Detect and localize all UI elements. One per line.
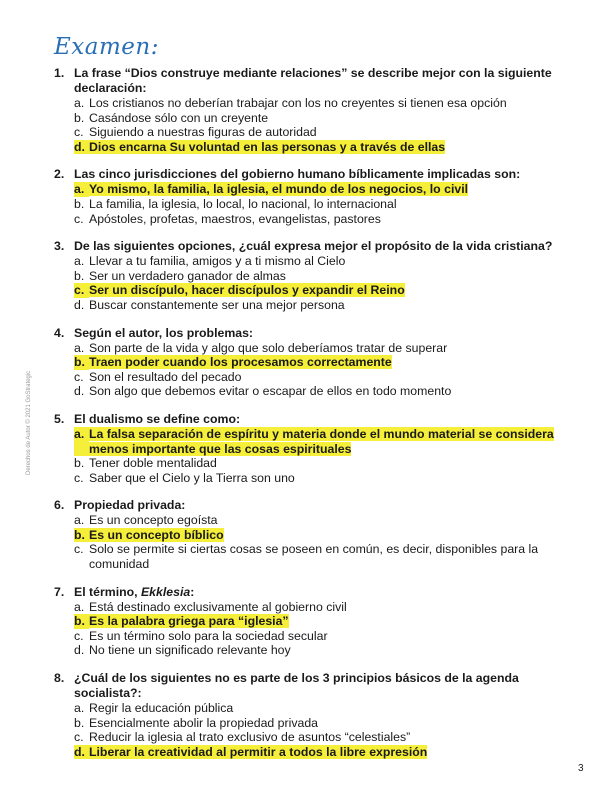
answer-option	[74, 730, 582, 745]
option-letter: b.	[74, 110, 85, 125]
option-text: Buscar constantemente ser una mejor persona	[89, 297, 345, 312]
question-text: El dualismo se define como:	[74, 411, 241, 426]
answer-option	[74, 542, 582, 571]
option-text-wrapper	[89, 140, 582, 155]
page-title: Examen:	[54, 34, 159, 60]
question-number: 4.	[54, 325, 65, 340]
option-text-wrapper	[89, 384, 582, 399]
option-letter: d.	[74, 643, 85, 658]
option-text-wrapper	[89, 355, 582, 370]
question-8	[54, 671, 582, 759]
answer-option-correct	[74, 427, 582, 456]
question-text: Las cinco jurisdicciones del gobierno humano bíblicamente implicadas son:	[74, 167, 521, 182]
answer-option-correct	[74, 614, 582, 629]
option-text: Ser un verdadero ganador de almas	[89, 268, 286, 283]
question-4	[54, 326, 582, 399]
option-text-wrapper	[89, 730, 582, 745]
option-text: Casándose sólo con un creyente	[89, 110, 269, 125]
option-letter: d.	[74, 745, 89, 760]
answer-options	[74, 96, 582, 154]
answer-option	[74, 96, 582, 111]
answer-option	[74, 513, 582, 528]
question-row	[54, 412, 582, 427]
option-letter: d.	[74, 140, 89, 155]
question-text: Según el autor, los problemas:	[74, 325, 254, 340]
option-text-wrapper	[89, 643, 582, 658]
option-text-wrapper	[89, 197, 582, 212]
option-letter: b.	[74, 715, 85, 730]
option-text: Llevar a tu familia, amigos y a ti mismo al Cielo	[89, 254, 346, 269]
answer-option	[74, 600, 582, 615]
highlighted-answer-text: Es la palabra griega para “iglesia”	[89, 614, 289, 629]
answer-option	[74, 629, 582, 644]
answer-option-correct	[74, 283, 582, 298]
answer-options	[74, 254, 582, 312]
answer-option	[74, 212, 582, 227]
option-letter: c.	[74, 369, 84, 384]
question-row	[54, 326, 582, 341]
option-text-wrapper	[89, 283, 582, 298]
answer-option-correct	[74, 140, 582, 155]
answer-options	[74, 182, 582, 226]
answer-option	[74, 471, 582, 486]
question-list	[54, 66, 582, 772]
option-letter: c.	[74, 283, 89, 298]
question-text: De las siguientes opciones, ¿cuál expresa mejor el propósito de la vida cristiana?	[74, 239, 553, 254]
option-letter: a.	[74, 599, 85, 614]
option-text: Los cristianos no deberían trabajar con los no creyentes si tienen esa opción	[89, 96, 507, 110]
option-text-wrapper	[89, 298, 582, 313]
option-letter: b.	[74, 614, 89, 629]
answer-option	[74, 111, 582, 126]
question-number: 5.	[54, 411, 65, 426]
question-row	[54, 239, 582, 254]
question-row	[54, 167, 582, 182]
option-letter: d.	[74, 384, 85, 399]
option-letter: b.	[74, 355, 89, 370]
option-letter: c.	[74, 542, 84, 557]
option-text-wrapper	[89, 212, 582, 227]
option-text: Son algo que debemos evitar o escapar de ellos en todo momento	[89, 384, 452, 399]
option-letter: b.	[74, 528, 89, 543]
option-text: Son parte de la vida y algo que solo deberíamos tratar de superar	[89, 340, 448, 355]
question-3	[54, 239, 582, 312]
question-number: 6.	[54, 498, 65, 513]
answer-option-correct	[74, 182, 582, 197]
answer-option	[74, 456, 582, 471]
option-letter: a.	[74, 340, 85, 355]
question-number: 8.	[54, 671, 65, 686]
question-number: 3.	[54, 239, 65, 254]
question-text: ¿Cuál de los siguientes no es parte de los 3 principios básicos de la agenda socialista?:	[74, 671, 519, 701]
question-number: 1.	[54, 66, 65, 80]
option-text: Regir la educación pública	[89, 701, 234, 716]
option-letter: c.	[74, 628, 84, 643]
option-text-wrapper	[89, 614, 582, 629]
option-letter: a.	[74, 182, 89, 197]
option-text-wrapper	[89, 96, 582, 111]
option-text: Apóstoles, profetas, maestros, evangelistas, pastores	[89, 211, 381, 226]
question-2	[54, 167, 582, 226]
option-letter: a.	[74, 513, 85, 528]
question-1	[54, 66, 582, 154]
option-letter: a.	[74, 96, 85, 110]
question-row	[54, 671, 582, 701]
question-row	[54, 585, 582, 600]
question-text	[74, 585, 582, 600]
option-text-wrapper	[89, 716, 582, 731]
question-text-part: El término,	[74, 584, 141, 599]
copyright-note: Derechos de Autor © 2021 GoStrategic	[26, 370, 32, 475]
question-text-part: :	[190, 584, 195, 599]
option-text-wrapper	[89, 513, 582, 528]
answer-option	[74, 643, 582, 658]
question-5	[54, 412, 582, 485]
option-text-wrapper	[89, 427, 582, 456]
question-text-part: Ekklesia	[140, 584, 191, 599]
option-text: Saber que el Cielo y la Tierra son uno	[89, 470, 295, 485]
answer-options	[74, 701, 582, 759]
highlighted-answer-text: Es un concepto bíblico	[89, 527, 224, 542]
option-text-wrapper	[89, 182, 582, 197]
question-number: 2.	[54, 167, 65, 182]
option-letter: c.	[74, 125, 84, 140]
option-text: Esencialmente abolir la propiedad privada	[89, 715, 318, 730]
answer-option	[74, 298, 582, 313]
option-text-wrapper	[89, 701, 582, 716]
option-letter: d.	[74, 297, 85, 312]
highlighted-answer-text: Dios encarna Su voluntad en las personas y a través de ellas	[89, 139, 446, 154]
option-text: Siguiendo a nuestras figuras de autoridad	[89, 125, 317, 140]
answer-option-correct	[74, 528, 582, 543]
question-row	[54, 498, 582, 513]
answer-option	[74, 384, 582, 399]
answer-option	[74, 269, 582, 284]
answer-option	[74, 341, 582, 356]
answer-options	[74, 427, 582, 485]
option-text-wrapper	[89, 528, 582, 543]
question-text: La frase “Dios construye mediante relaciones” se describe mejor con la siguiente declaración:	[74, 66, 552, 95]
option-letter: a.	[74, 701, 85, 716]
option-text: La familia, la iglesia, lo local, lo nacional, lo internacional	[89, 196, 397, 211]
option-letter: b.	[74, 268, 85, 283]
answer-options	[74, 341, 582, 399]
highlighted-answer-text: Liberar la creatividad al permitir a todos la libre expresión	[89, 744, 428, 759]
option-text-wrapper	[89, 341, 582, 356]
option-letter: c.	[74, 730, 84, 745]
option-text: Solo se permite si ciertas cosas se poseen en común, es decir, disponibles para la comunidad	[89, 542, 539, 572]
option-letter: b.	[74, 456, 85, 471]
highlighted-answer-text: Ser un discípulo, hacer discípulos y expandir el Reino	[89, 283, 405, 298]
option-text: Es un concepto egoísta	[89, 513, 218, 528]
question-number: 7.	[54, 584, 65, 599]
option-text: Es un término solo para la sociedad secular	[89, 628, 328, 643]
option-letter: a.	[74, 254, 85, 269]
option-text: Son el resultado del pecado	[89, 369, 242, 384]
option-text-wrapper	[89, 269, 582, 284]
answer-option	[74, 125, 582, 140]
page-number: 3	[578, 763, 584, 774]
answer-option-correct	[74, 355, 582, 370]
option-text-wrapper	[89, 629, 582, 644]
answer-option	[74, 701, 582, 716]
option-text-wrapper	[89, 542, 582, 571]
option-text-wrapper	[89, 370, 582, 385]
option-text-wrapper	[89, 456, 582, 471]
answer-options	[74, 513, 582, 571]
option-text-wrapper	[89, 600, 582, 615]
question-row	[54, 66, 582, 96]
answer-option	[74, 197, 582, 212]
option-text: Tener doble mentalidad	[89, 456, 217, 471]
option-text: No tiene un significado relevante hoy	[89, 643, 291, 658]
option-text-wrapper	[89, 254, 582, 269]
option-letter: c.	[74, 470, 84, 485]
question-6	[54, 498, 582, 571]
option-letter: c.	[74, 211, 84, 226]
answer-option	[74, 716, 582, 731]
highlighted-answer-text: La falsa separación de espíritu y materia donde el mundo material se considera menos importante que las cosas espirituales	[89, 426, 554, 456]
option-text-wrapper	[89, 745, 582, 760]
answer-option-correct	[74, 745, 582, 760]
option-text-wrapper	[89, 111, 582, 126]
answer-options	[74, 600, 582, 658]
option-text-wrapper	[89, 471, 582, 486]
option-letter: b.	[74, 196, 85, 211]
option-text: Reducir la iglesia al trato exclusivo de asuntos “celestiales”	[89, 730, 411, 745]
option-text-wrapper	[89, 125, 582, 140]
answer-option	[74, 370, 582, 385]
question-7	[54, 585, 582, 658]
highlighted-answer-text: Traen poder cuando los procesamos correctamente	[89, 355, 392, 370]
question-text: Propiedad privada:	[74, 498, 186, 513]
option-letter: a.	[74, 427, 89, 456]
highlighted-answer-text: Yo mismo, la familia, la iglesia, el mundo de los negocios, lo civil	[89, 182, 469, 197]
answer-option	[74, 254, 582, 269]
option-text: Está destinado exclusivamente al gobierno civil	[89, 599, 347, 614]
